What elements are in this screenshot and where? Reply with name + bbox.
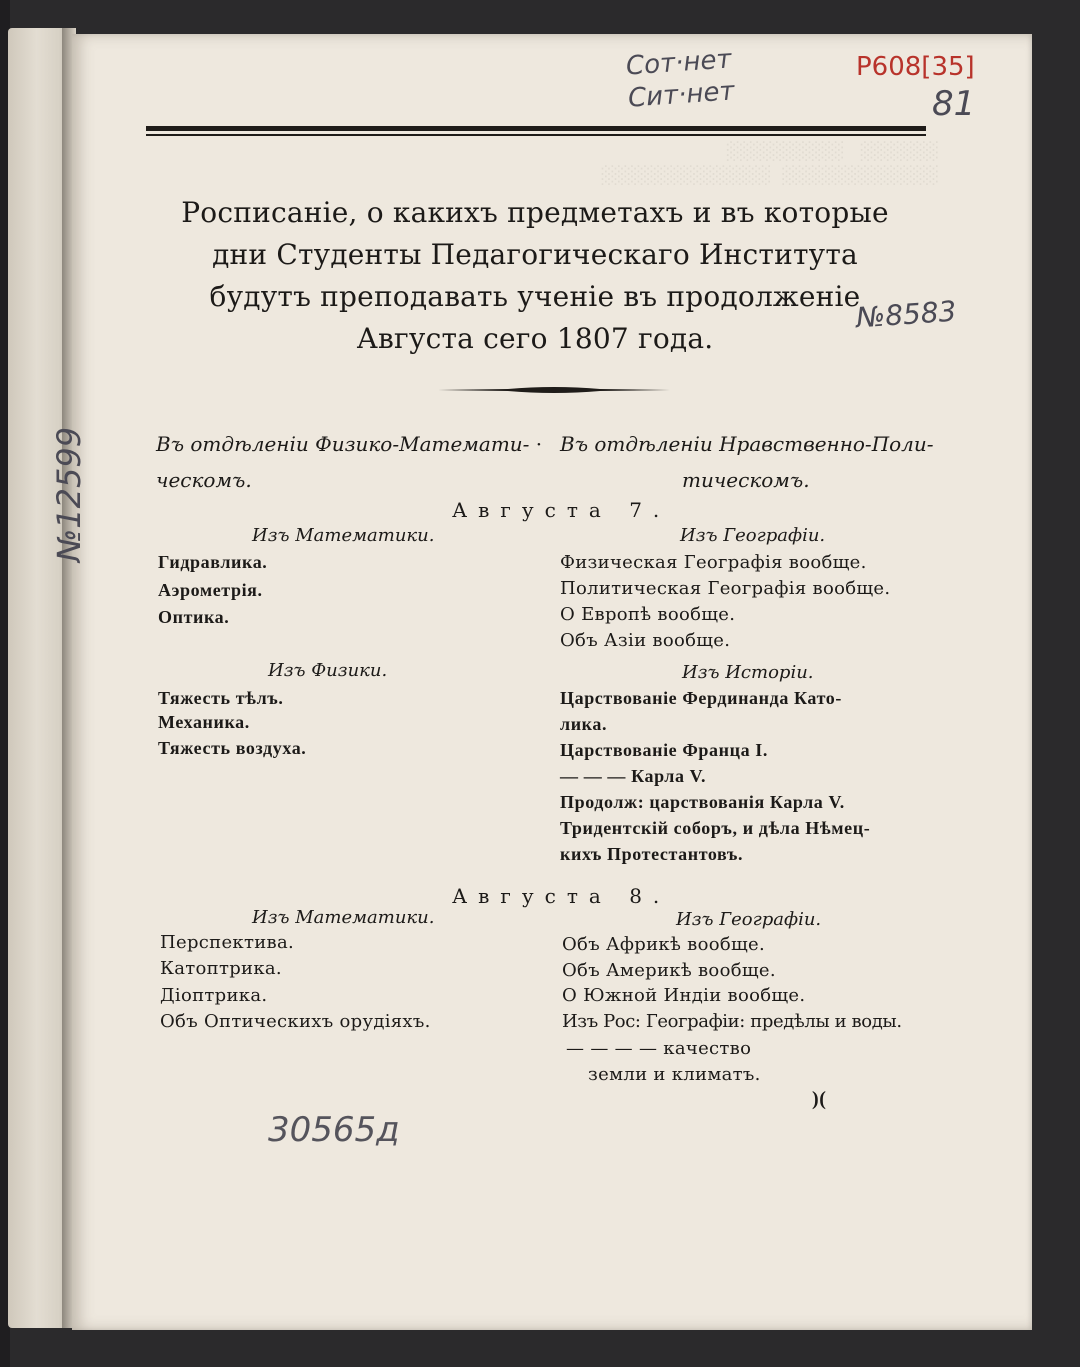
show-through-decoration: ░░░░░░ ░░░░░░░░░ ░░░░░░░░░░░░ ░░░░░░░░░░░░░	[600, 142, 938, 186]
right-head-line-2: тическомъ.	[682, 468, 810, 492]
lesson-item: Политическая Географія вообще.	[560, 578, 891, 599]
section-heading: Изъ Географіи.	[676, 909, 822, 930]
lesson-item: Тяжесть тѣлъ.	[158, 688, 284, 708]
right-head-line-1: Въ отдѣленіи Нравственно-Поли-	[560, 432, 934, 456]
lesson-item: — — — Карла V.	[560, 766, 707, 786]
lesson-item: Царствованіе Фердинанда Като-	[560, 688, 842, 708]
section-heading: Изъ Математики.	[252, 907, 435, 928]
lesson-item: Аэрометрія.	[158, 580, 263, 600]
lesson-item: земли и климатъ.	[588, 1064, 761, 1085]
lesson-item: Діоптрика.	[160, 985, 268, 1006]
section-heading: Изъ Географіи.	[680, 525, 826, 546]
handwritten-page-number: 81	[932, 84, 976, 124]
handwritten-note: Сит·нет	[627, 76, 736, 114]
lesson-item: Объ Оптическихъ орудіяхъ.	[160, 1011, 431, 1032]
top-double-rule	[146, 126, 926, 136]
lesson-item: Оптика.	[158, 607, 230, 627]
lesson-item: Объ Америкѣ вообще.	[562, 960, 776, 981]
right-column-heading	[560, 426, 934, 498]
lesson-item: Тяжесть воздуха.	[158, 738, 307, 758]
lesson-item: Физическая Географія вообще.	[560, 552, 867, 573]
handwritten-margin-number: №12599	[50, 426, 88, 562]
lesson-item: Гидравлика.	[158, 552, 268, 572]
date-august-7: Августа 7.	[452, 498, 671, 522]
date-august-8: Августа 8.	[452, 884, 671, 908]
document-title	[130, 192, 940, 360]
left-column-heading: Въ отдѣленіи Физико-Математи- · ческомъ.	[156, 432, 543, 492]
lesson-item: Царствованіе Франца I.	[560, 740, 768, 760]
left-head-line-2: ческомъ.	[156, 468, 252, 492]
section-heading: Изъ Математики.	[252, 525, 435, 546]
title-line-3: будутъ преподавать ученіе въ продолженіе	[209, 280, 861, 313]
title-line-4: Августа сего 1807 года.	[356, 322, 714, 355]
lesson-item: Продолж: царствованія Карла V.	[560, 792, 845, 812]
lesson-item: Изъ Рос: Географіи: предѣлы и воды.	[562, 1011, 902, 1032]
lesson-item: Тридентскій соборъ, и дѣла Нѣмец-	[560, 818, 871, 838]
handwritten-stamp-number: 30565д	[268, 1110, 400, 1150]
section-heading: Изъ Физики.	[268, 660, 388, 681]
title-line-2: дни Студенты Педагогическаго Института	[212, 238, 858, 271]
lesson-item: О Европѣ вообще.	[560, 604, 736, 625]
handwritten-shelfmark: Р608[35]	[856, 52, 975, 82]
handwritten-note: Сот·нет	[625, 44, 733, 82]
ornamental-rule	[438, 386, 670, 394]
lesson-item: Катоптрика.	[160, 958, 282, 979]
catchword: )(	[812, 1088, 827, 1110]
title-line-1: Росписаніе, о какихъ предметахъ и въ которые	[181, 196, 889, 229]
lesson-item: Объ Азіи вообще.	[560, 630, 731, 651]
lesson-item: Объ Африкѣ вообще.	[562, 934, 765, 955]
left-head-line-1: Въ отдѣленіи Физико-Математи-	[156, 432, 530, 456]
lesson-item: лика.	[560, 714, 608, 734]
handwritten-inventory-number: №8583	[854, 294, 958, 335]
lesson-item: Перспектива.	[160, 932, 294, 953]
lesson-item: Механика.	[158, 712, 250, 732]
lesson-item: кихъ Протестантовъ.	[560, 844, 744, 864]
section-heading: Изъ Исторіи.	[682, 662, 814, 683]
lesson-item: — — — — качество	[566, 1038, 752, 1059]
lesson-item: О Южной Индіи вообще.	[562, 985, 806, 1006]
